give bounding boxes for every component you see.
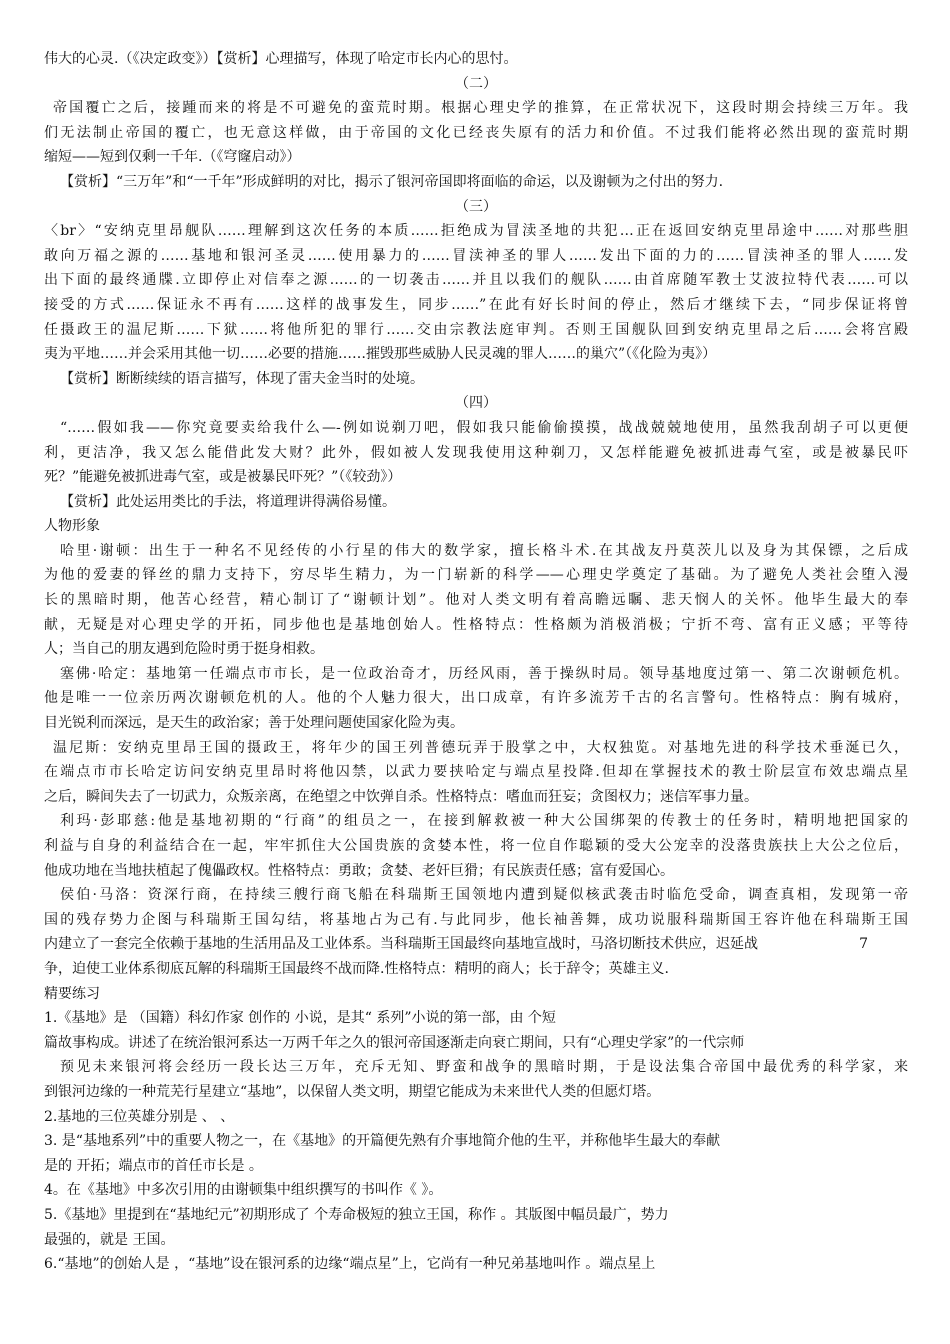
text-line: 出下面的最终通牒.立即停止对信奉之源……的一切袭击……并且以我们的舰队……由首席随军教士艾波拉特代表……可以 xyxy=(44,272,908,289)
exercise-item: 4。在《基地》中多次引用的由谢顿集中组织撰写的书叫作《 》。 xyxy=(44,1182,443,1199)
text-line: 〈br〉“安纳克里昂舰队……理解到这次任务的本质……拒绝成为冒渎圣地的共犯…正在返回安纳克里昂途中……对那些胆 xyxy=(44,223,908,240)
exercise-item: 1.《基地》是 （国籍）科幻作家 创作的 小说，是其“ 系列”小说的第一部，由 个短 xyxy=(44,1010,556,1027)
text-line: 争，迫使工业体系彻底瓦解的科瑞斯王国最终不战而降.性格特点：精明的商人；长于辞令；英雄主义. xyxy=(44,960,669,977)
text-line: 帝国覆亡之后，接踵而来的将是不可避免的蛮荒时期。根据心理史学的推算，在正常状况下，这段时期会持续三万年。我 xyxy=(53,100,908,117)
text-line: 缩短——短到仅剩一千年.（《穹窿启动》） xyxy=(44,149,301,166)
text-line: 【赏析】断断续续的语言描写，体现了雷夫金当时的处境。 xyxy=(60,370,424,387)
text-line: 目光锐利而深远，是天生的政治家；善于处理问题使国家化险为夷。 xyxy=(44,715,464,732)
subsection-heading: 人物形象 xyxy=(44,518,100,535)
text-line: 他成功地在当地扶植起了傀儡政权。性格特点：勇敢；贪婪、老奸巨猾；有民族责任感；富有爱国心。 xyxy=(44,862,674,879)
page-number: 7 xyxy=(859,936,868,953)
text-line: 敢向万福之源的……基地和银河圣灵……使用暴力的……冒渎神圣的罪人……发出下面的力的……冒渎神圣的罪人……发 xyxy=(44,247,908,264)
exercise-item: 3. 是“基地系列”中的重要人物之一，在《基地》的开篇便先熟有介事地简介他的生平，并称他毕生最大的奉献 xyxy=(44,1133,721,1150)
text-line: 侯伯·马洛：资深行商，在持续三艘行商飞船在科瑞斯王国领地内遭到疑似核武袭击时临危受命，调查真相，发现第一帝 xyxy=(60,887,908,904)
text-line: 最强的，就是 王国。 xyxy=(44,1231,175,1248)
text-line: 夷为平地……并会采用其他一切……必要的措施……摧毁那些威胁人民灵魂的罪人……的巢穴”（《化险为夷》） xyxy=(44,346,717,363)
text-line: 死？”能避免被抓进毒气室，或是被暴民吓死？”（《较劲》） xyxy=(44,469,402,486)
text-line: 献，无疑是对心理史学的开拓，同步他也是基地创始人。性格特点：性格颇为消极消极；宁折不弯、富有正义感；平等待 xyxy=(44,616,908,633)
text-line: 塞佛·哈定：基地第一任端点市市长，是一位政治奇才，历经风雨，善于操纵时局。领导基地度过第一、第二次谢顿危机。 xyxy=(60,665,908,682)
text-line: 预见未来银河将会经历一段长达三万年，充斥无知、野蛮和战争的黑暗时期，于是设法集合帝国中最优秀的科学家，来 xyxy=(60,1059,908,1076)
text-line: 国的残存势力企图与科瑞斯王国勾结，将基地占为己有.与此同步，他长袖善舞，成功说服科瑞斯国王容许他在科瑞斯王国 xyxy=(44,911,908,928)
exercise-item: 5.《基地》里提到在“基地纪元”初期形成了 个寿命极短的独立王国，称作 。其版图中幅员最广，势力 xyxy=(44,1206,669,1223)
text-line: 为他的爱妻的铎丝的鼎力支持下，穷尽毕生精力，为一门崭新的科学——心理史学奠定了基础。为了避免人类社会堕入漫 xyxy=(44,567,908,584)
section-heading: （三） xyxy=(455,198,497,215)
text-line: 接受的方式……保证永不再有……这样的战事发生，同步……”在此有好长时间的停止，然后才继续下去，“同步保证将曾 xyxy=(44,296,908,313)
text-line: “……假如我——你究竟要卖给我什么—-例如说剃刀吧，假如我只能偷偷摸摸，战战兢兢地使用，虽然我刮胡子可以更便 xyxy=(60,419,908,436)
text-line: 之后，瞬间失去了一切武力，众叛亲离，在绝望之中饮弹自杀。性格特点：嗜血而狂妄；贪图权力；迷信军事力量。 xyxy=(44,788,758,805)
text-line: 长的黑暗时期，他苦心经营，精心制订了“谢顿计划”。他对人类文明有着高瞻远瞩、悲天悯人的关怀。他毕生最大的奉 xyxy=(44,592,908,609)
document-page xyxy=(44,47,908,1277)
text-line: 篇故事构成。讲述了在统治银河系达一万两千年之久的银河帝国逐渐走向衰亡期间，只有“心理史学家”的一代宗师 xyxy=(44,1034,745,1051)
text-line: 利玛·彭耶慈:他是基地初期的“行商”的组员之一，在接到解救被一种大公国绑架的传教士的任务时，精明地把国家的 xyxy=(60,813,908,830)
text-line: 到银河边缘的一种荒芜行星建立“基地”，以保留人类文明，期望它能成为未来世代人类的但愿灯塔。 xyxy=(44,1083,661,1100)
exercise-item: 2.基地的三位英雄分别是 、 、 xyxy=(44,1108,235,1125)
exercise-item: 6.“基地”的创始人是 ，“基地”设在银河系的边缘“端点星”上，它尚有一种兄弟基地叫作 。端点星上 xyxy=(44,1256,656,1273)
text-line: 人；当自己的朋友遇到危险时勇于挺身相救。 xyxy=(44,641,324,658)
text-line: 在端点市市长哈定访问安纳克里昂时将他囚禁，以武力要挟哈定与端点星投降.但却在掌握技术的教士阶层宣布效忠端点星 xyxy=(44,764,908,781)
text-line: 伟大的心灵.（《决定政变》）【赏析】心理描写，体现了哈定市长内心的思忖。 xyxy=(44,51,518,67)
text-line: 哈里·谢顿：出生于一种名不见经传的小行星的伟大的数学家，擅长格斗术.在其战友丹莫茨儿以及身为其保镖，之后成 xyxy=(60,542,908,559)
text-line: 利益与自身的利益结合在一起，牢牢抓住大公国贵族的贪婪本性，将一位自作聪颖的受大公宠幸的没落贵族扶上大公之位后， xyxy=(44,838,908,854)
text-line: 利，更洁净，我又怎么能借此发大财？此外，假如被人发现我使用这种剃刀，又怎样能避免被抓进毒气室，或是被暴民吓 xyxy=(44,444,908,461)
text-line-content: 内建立了一套完全依赖于基地的生活用品及工业体系。当科瑞斯王国最终向基地宣战时，马洛切断技术供应，迟延战 xyxy=(44,936,758,953)
text-line: 【赏析】此处运用类比的手法，将道理讲得满俗易懂。 xyxy=(60,493,396,510)
text-line: 【赏析】“三万年”和“一千年”形成鲜明的对比，揭示了银河帝国即将面临的命运，以及谢顿为之付出的努力. xyxy=(60,173,724,190)
section-heading: （四） xyxy=(455,395,497,412)
text-line: 们无法制止帝国的覆亡，也无意这样做，由于帝国的文化已经丧失原有的活力和价值。不过我们能将必然出现的蛮荒时期 xyxy=(44,124,908,141)
text-line xyxy=(44,932,908,957)
text-line: 他是唯一一位亲历两次谢顿危机的人。他的个人魅力很大，出口成章，有许多流芳千古的名言警句。性格特点：胸有城府， xyxy=(44,690,908,707)
text-line: 任摄政王的温尼斯……下狱……将他所犯的罪行……交由宗教法庭审判。否则王国舰队回到安纳克里昂之后……会将宫殿 xyxy=(44,321,908,338)
section-heading: （二） xyxy=(455,75,497,92)
subsection-heading: 精要练习 xyxy=(44,985,100,1002)
text-line: 是的 开拓；端点市的首任市长是 。 xyxy=(44,1157,263,1174)
text-line: 温尼斯：安纳克里昂王国的摄政王，将年少的国王列普德玩弄于股掌之中，大权独览。对基地先进的科学技术垂涎已久， xyxy=(53,739,908,756)
